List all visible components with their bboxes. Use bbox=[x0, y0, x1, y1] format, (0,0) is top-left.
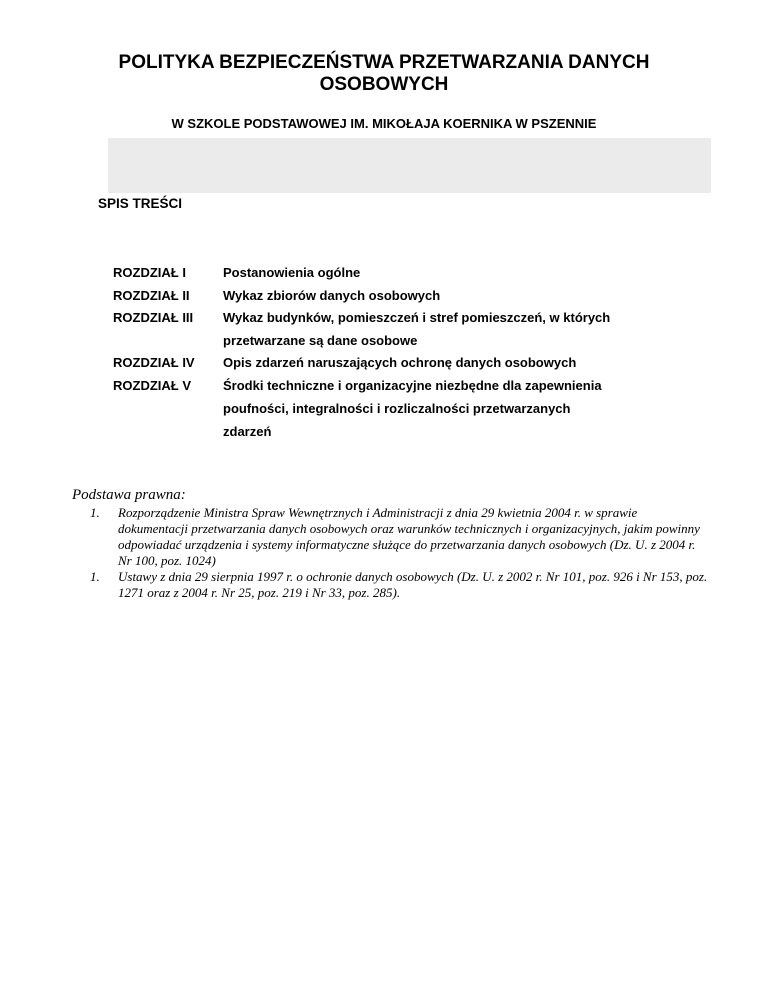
gray-band bbox=[108, 138, 711, 193]
document-title: POLITYKA BEZPIECZEŃSTWA PRZETWARZANIA DANYCH OSOBOWYCH bbox=[118, 52, 650, 95]
toc-chapter: ROZDZIAŁ II bbox=[113, 288, 190, 303]
list-item bbox=[72, 569, 708, 601]
toc-description: Wykaz zbiorów danych osobowych bbox=[223, 288, 441, 303]
list-item-number: 1. bbox=[90, 569, 100, 584]
toc-description: poufności, integralności i rozliczalności przetwarzanych bbox=[223, 401, 571, 416]
toc-chapter: ROZDZIAŁ III bbox=[113, 310, 194, 325]
list-item bbox=[72, 505, 708, 569]
list-item-text: Ustawy z dnia 29 sierpnia 1997 r. o ochronie danych osobowych (Dz. U. z 2002 r. Nr 101, poz. 926 i Nr 153, poz. 1271 oraz z 2004 r. Nr 25, poz. 219 i Nr 33, poz. 285). bbox=[118, 569, 708, 600]
legal-basis-list bbox=[72, 505, 708, 601]
list-item-text: Rozporządzenie Ministra Spraw Wewnętrznych i Administracji z dnia 29 kwietnia 2004 r. w sprawie dokumentacji przetwarzania danych osobowych oraz warunków technicznych i organizacyjnych, jakim powinny odpowiadać urządzenia i systemy informatyczne służące do przetwarzania danych osobowych (Dz. U. z 2004 r. Nr 100, poz. 1024) bbox=[118, 505, 700, 568]
toc-chapter: ROZDZIAŁ I bbox=[113, 265, 186, 280]
toc-heading: SPIS TREŚCI bbox=[98, 196, 183, 211]
legal-basis-heading: Podstawa prawna: bbox=[72, 487, 186, 503]
document-subtitle: W SZKOLE PODSTAWOWEJ IM. MIKOŁAJA KOERNIKA W PSZENNIE bbox=[171, 116, 597, 131]
toc-description: zdarzeń bbox=[223, 424, 272, 439]
list-item-number: 1. bbox=[90, 505, 100, 520]
toc-description: Wykaz budynków, pomieszczeń i stref pomieszczeń, w których bbox=[223, 310, 611, 325]
toc-description: Opis zdarzeń naruszających ochronę danych osobowych bbox=[223, 355, 577, 370]
toc-chapter: ROZDZIAŁ V bbox=[113, 378, 191, 393]
toc-description: przetwarzane są dane osobowe bbox=[223, 333, 418, 348]
toc-description: Postanowienia ogólne bbox=[223, 265, 361, 280]
toc-chapter: ROZDZIAŁ IV bbox=[113, 355, 195, 370]
toc-description: Środki techniczne i organizacyjne niezbędne dla zapewnienia bbox=[223, 378, 602, 393]
